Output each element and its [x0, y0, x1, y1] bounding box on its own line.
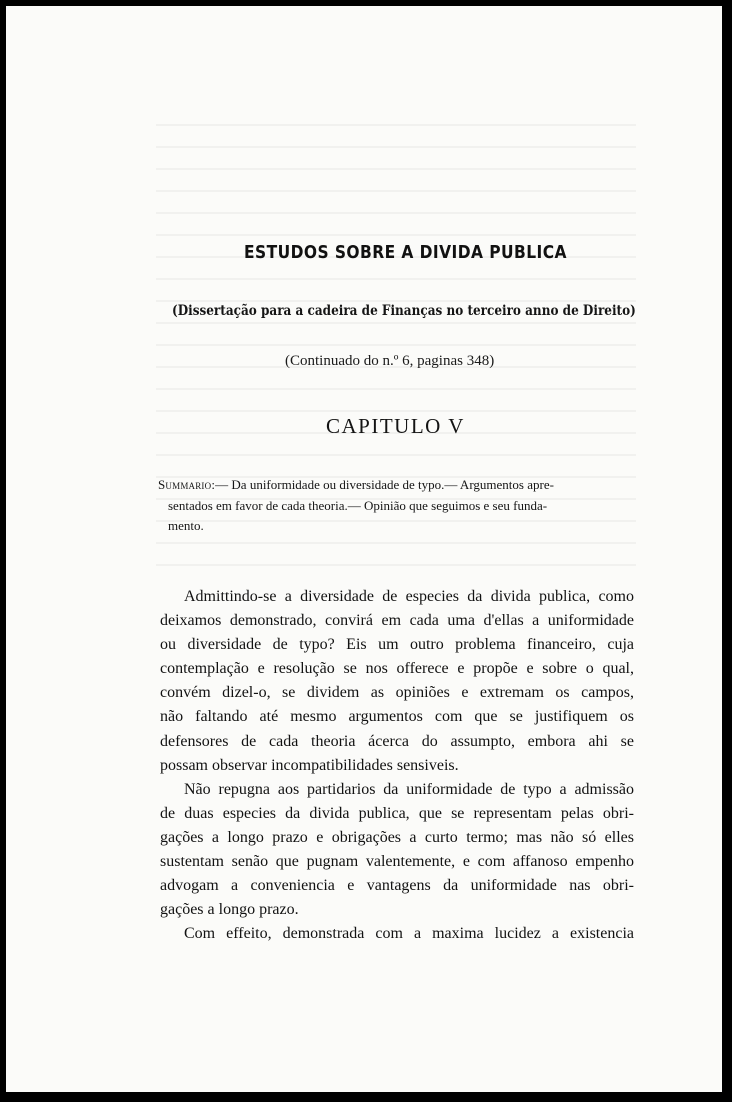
text-line: Não repugna aos partidarios da uniformidade de typo a admissão: [184, 780, 634, 798]
text-line: gações a longo prazo e obrigações a curto termo; mas não só elles: [160, 828, 634, 846]
summary-lead: Summario:: [158, 477, 216, 492]
text-line: possam observar incompatibilidades sensiveis.: [160, 756, 459, 774]
summary-line-text: — Da uniformidade ou diversidade de typo.— Argumentos apre-: [215, 477, 554, 492]
text-line: Com effeito, demonstrada com a maxima lucidez a existencia: [184, 925, 634, 943]
paragraph-3: [160, 922, 634, 946]
text-line: defensores de cada theoria ácerca do assumpto, embora ahi se: [160, 732, 634, 750]
paragraph-1: [160, 585, 634, 778]
text-line: gações a longo prazo.: [160, 901, 299, 919]
text-line: ou diversidade de typo? Eis um outro problema financeiro, cuja: [160, 636, 634, 654]
text-line: contemplação e resolução se nos offerece e propõe e sobre o qual,: [160, 660, 634, 678]
body-text: [160, 585, 634, 946]
summary-line: [158, 475, 634, 496]
summary-line: sentados em favor de cada theoria.— Opinião que seguimos e seu funda-: [168, 497, 548, 513]
page: [6, 6, 722, 1092]
document-subtitle: (Dissertação para a cadeira de Finanças no terceiro anno de Direito): [172, 303, 636, 319]
document-title: ESTUDOS SOBRE A DIVIDA PUBLICA: [244, 242, 567, 263]
continued-note: (Continuado do n.º 6, paginas 348): [285, 353, 495, 369]
text-line: deixamos demonstrado, convirá em cada uma d'ellas a uniformidade: [160, 612, 634, 630]
text-line: sustentam senão que pugnam valentemente, e com affanoso empenho: [160, 853, 634, 871]
text-line: Admittindo-se a diversidade de especies da divida publica, como: [184, 588, 634, 605]
text-line: convém dizel-o, se dividem as opiniões e extremam os campos,: [160, 684, 634, 702]
paragraph-2: [160, 778, 634, 923]
text-line: de duas especies da divida publica, que se representam pelas obri-: [160, 804, 634, 822]
chapter-heading: CAPITULO V: [326, 414, 465, 438]
text-line: não faltando até mesmo argumentos com que se justifiquem os: [160, 708, 634, 726]
summary-line: mento.: [168, 518, 204, 533]
text-line: advogam a conveniencia e vantagens da uniformidade nas obri-: [160, 877, 634, 895]
chapter-summary: [158, 475, 634, 537]
